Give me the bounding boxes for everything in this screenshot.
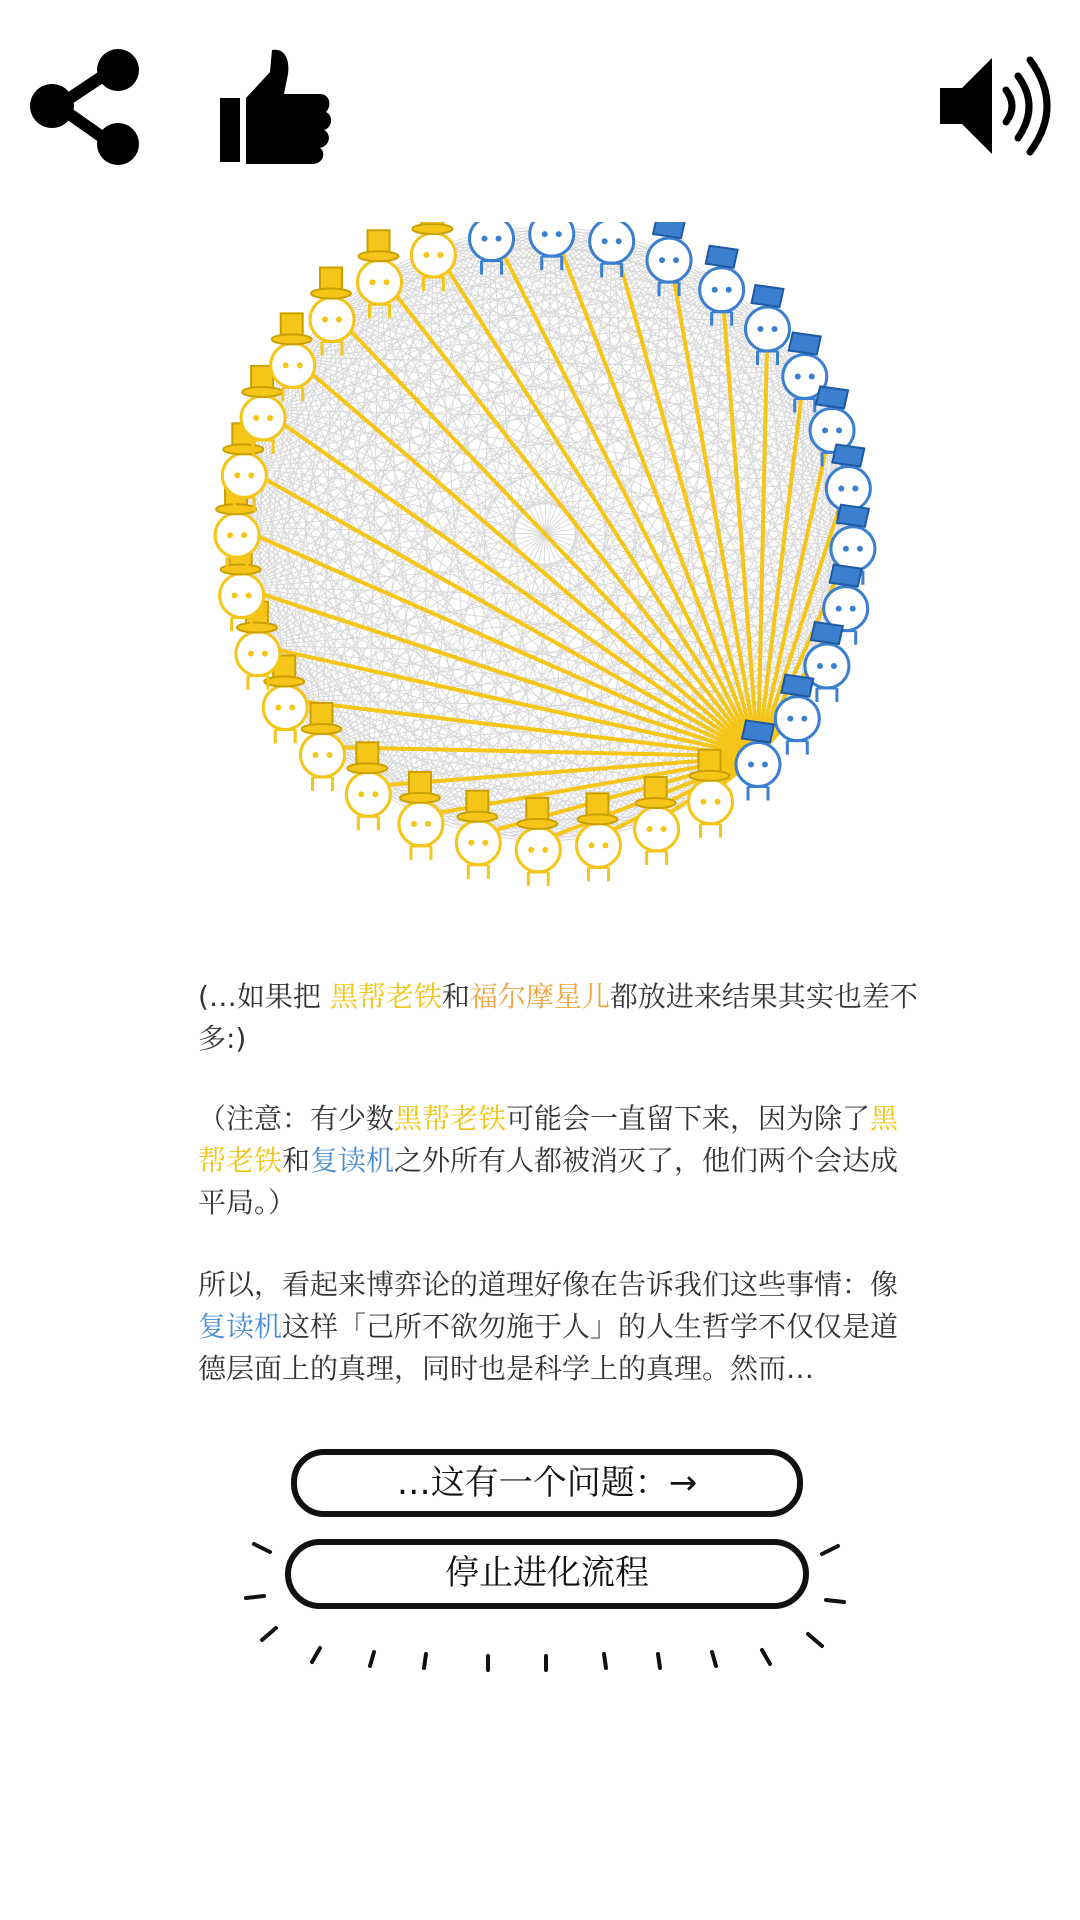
paragraph-1: (…如果把 黑帮老铁和福尔摩星儿都放进来结果其实也差不多:) [198,980,918,1055]
term-detective: 黑帮老铁 [198,1102,899,1177]
like-button[interactable] [212,46,336,170]
term-copycat: 复读机 [310,1144,395,1177]
share-icon [30,48,148,166]
term-detective: 黑帮老铁 [394,1102,507,1135]
next-button-label: …这有一个问题：→ [396,1463,698,1503]
share-button[interactable] [30,48,148,166]
stop-button-label: 停止进化流程 [445,1553,649,1593]
tournament-circle [0,222,1080,952]
paragraph-2: （注意：有少数黑帮老铁可能会一直留下来，因为除了黑帮老铁和复读机之外所有人都被消灭了，他们两个会达成平局。） [198,1102,899,1219]
term-sherlock: 福尔摩星儿 [469,980,610,1013]
term-detective: 黑帮老铁 [329,980,442,1013]
paragraph-3: 所以，看起来博弈论的道理好像在告诉我们这些事情：像复读机这样「己所不欲勿施于人」的人生哲学不仅仅是道德层面上的真理，同时也是科学上的真理。然而… [198,1268,899,1385]
speaker-volume-icon [936,52,1058,162]
stop-evolution-button[interactable] [284,1538,810,1612]
next-problem-button[interactable] [290,1448,804,1520]
copycat-agent [775,675,819,755]
sound-toggle-button[interactable] [936,52,1058,162]
term-copycat: 复读机 [198,1310,283,1343]
thumbs-up-icon [212,46,336,170]
